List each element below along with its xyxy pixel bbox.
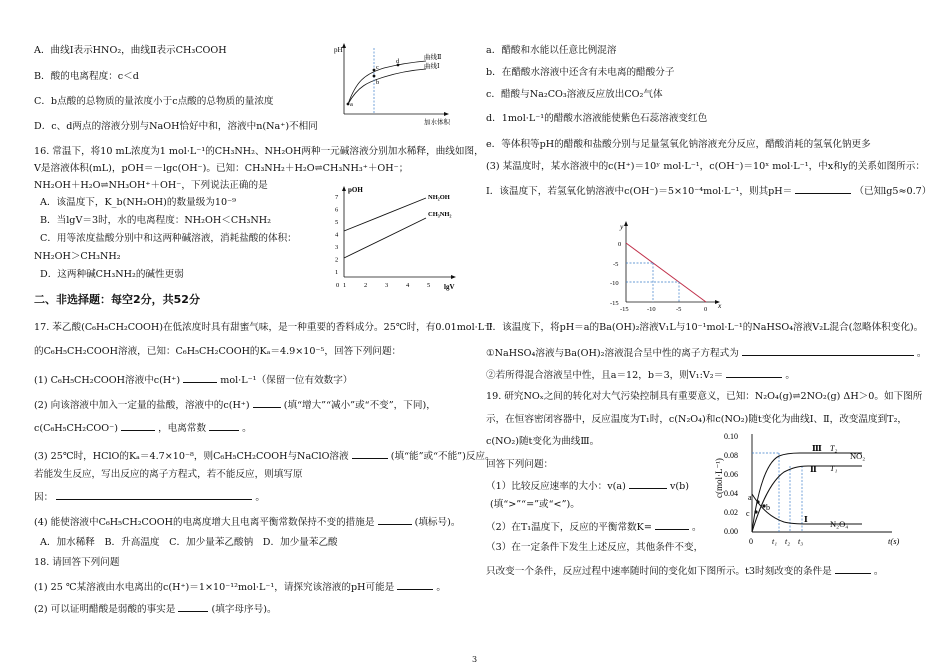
q16-option-b: B．当lgV＝3时，水的电离程度：NH₂OH＜CH₃NH₂ <box>40 215 272 226</box>
ytick: 0.06 <box>724 470 738 479</box>
curve-i <box>348 69 426 104</box>
q17-part4-options: A．加水稀释 B．升高温度 C．加少量苯乙酸钠 D．加少量苯乙酸 <box>40 537 338 548</box>
q17-part2-blank1[interactable] <box>253 398 281 408</box>
series-ch3nh2 <box>344 218 426 258</box>
ytick: 2 <box>335 256 339 264</box>
q17-part2-blank2[interactable] <box>121 421 155 431</box>
xy-relation-figure <box>610 218 728 314</box>
q15-option-b: B．酸的电离程度：c＜d <box>34 71 139 82</box>
q17-part1-text: (1) C₆H₅CH₂COOH溶液中c(H⁺) <box>34 375 181 386</box>
x-arrow <box>451 275 456 279</box>
q19-part3-text: 只改变一个条件，反应过程中速率随时间的变化如下图所示。t3时刻改变的条件是 <box>486 566 832 577</box>
curve-iii-label: Ⅲ <box>812 444 822 453</box>
label-b: b <box>376 79 380 86</box>
y-arrow <box>342 43 346 48</box>
q18-option-d: d．1mol·L⁻¹的醋酸水溶液能使紫色石蕊溶液变红色 <box>486 113 708 124</box>
y-arrow <box>624 221 628 226</box>
series-ch3nh2-label: CH₃NH₂ <box>428 211 452 218</box>
q19-part1-vb: v(b) <box>669 481 690 492</box>
label-d: d <box>396 58 400 65</box>
poh-lgv-figure <box>326 183 462 293</box>
q18-title: 18. 请回答下列问题 <box>34 557 120 568</box>
point-c <box>373 69 376 72</box>
q17-part2-blank3[interactable] <box>209 421 239 431</box>
curve-i-label: 曲线Ⅰ <box>424 63 440 70</box>
page-number: 3 <box>472 655 478 664</box>
xtick: t₁ <box>772 537 778 546</box>
label-c: c <box>746 509 750 518</box>
xtick: -10 <box>647 306 656 313</box>
q19-part3-cont <box>486 564 883 578</box>
label-c: c <box>376 64 379 71</box>
q18-part2-blank[interactable] <box>178 602 208 612</box>
ytick: 3 <box>335 244 339 251</box>
xtick: t₂ <box>785 537 791 546</box>
xtick: -15 <box>620 306 629 313</box>
xtick: t₃ <box>798 537 804 546</box>
q18-part3-ii-1 <box>486 346 927 360</box>
y-label: y <box>620 222 624 231</box>
origin-label: 0 <box>336 282 340 289</box>
x-arrow <box>444 112 449 116</box>
q17-part3-blank2[interactable] <box>56 490 252 500</box>
q17-part3-reason-label: 因： <box>34 492 54 503</box>
xtick: 0 <box>749 537 753 546</box>
q18-option-b: b．在醋酸水溶液中还含有未电离的醋酸分子 <box>486 67 675 78</box>
temp-t1: T₁ <box>830 464 838 473</box>
q19-part1-blank[interactable] <box>629 479 667 489</box>
q19-part3-end: 。 <box>873 566 884 577</box>
q17-part3-hint: (填“能”或“不能”)反应。 <box>390 451 495 462</box>
q19-part2-end: 。 <box>692 522 702 533</box>
q18-part1-blank[interactable] <box>397 580 433 590</box>
curve-ii-label: 曲线Ⅱ <box>424 54 442 61</box>
xtick: 2 <box>364 282 368 289</box>
q17-part3 <box>34 449 495 463</box>
q18-part3-ii-2-text: ②若所得混合溶液呈中性，且a＝12，b＝3，则V₁:V₂＝ <box>486 370 724 381</box>
q17-line1: 17. 苯乙酸(C₆H₅CH₂COOH)在低浓度时具有甜蜜气味，是一种重要的香料成分。25℃时，有0.01mol·L⁻¹ <box>34 322 493 333</box>
q17-part2-hint: (填“增大”“减小”或“不变”，下同)， <box>283 400 436 411</box>
q15-option-d: D．c、d两点的溶液分别与NaOH恰好中和，溶液中n(Na⁺)不相同 <box>34 121 318 132</box>
point-b <box>373 75 376 78</box>
q19-line1: 19. 研究NOₓ之间的转化对大气污染控制具有重要意义，已知：N₂O₄(g)⇌2NO₂(g) ΔH＞0。如下图所 <box>486 391 923 402</box>
y-label: pOH <box>348 186 363 194</box>
x-ticks <box>749 537 803 546</box>
q19-part3-blank[interactable] <box>835 564 871 574</box>
q15-option-a: A．曲线Ⅰ表示HNO₂，曲线Ⅱ表示CH₃COOH <box>34 45 227 56</box>
q19-line2: 示，在恒容密闭容器中，反应温度为T₁时，c(N₂O₄)和c(NO₂)随t变化为曲线Ⅰ、Ⅱ，改变温度到T₂， <box>486 414 908 425</box>
point-a <box>347 103 350 106</box>
q18-part1-end: 。 <box>436 582 446 593</box>
ph-dilution-figure <box>328 40 454 126</box>
y-ticks <box>610 241 621 307</box>
temp-t2: T₂ <box>830 444 838 453</box>
q17-part2-end: 。 <box>242 423 252 434</box>
q18-part3-i-text: Ⅰ．该温度下，若氢氧化钠溶液中c(OH⁻)＝5×10⁻⁴mol·L⁻¹，则其pH＝ <box>486 186 793 197</box>
q18-part1-text: (1) 25 ℃某溶液由水电离出的c(H⁺)＝1×10⁻¹²mol·L⁻¹，请探究该溶液的pH可能是 <box>34 582 395 593</box>
q17-line2: 的C₆H₅CH₂COOH溶液，已知：C₆H₅CH₂COOH的Kₐ＝4.9×10⁻⁵，回答下列问题： <box>34 346 402 357</box>
ytick: -15 <box>610 300 619 307</box>
q17-part4-text: (4) 能使溶液中C₆H₅CH₂COOH的电离度增大且电离平衡常数保持不变的措施是 <box>34 517 375 528</box>
q16-option-c: C．用等浓度盐酸分别中和这两种碱溶液，消耗盐酸的体积： <box>40 233 297 244</box>
ytick: 7 <box>335 194 339 201</box>
label-a: a <box>350 101 353 108</box>
xtick: 3 <box>385 282 389 289</box>
q18-option-a: a．醋酸和水能以任意比例混溶 <box>486 45 617 56</box>
x-ticks <box>620 306 707 313</box>
q18-part3-ii-1-blank[interactable] <box>742 346 914 356</box>
q19-answer-heading: 回答下列问题： <box>486 459 554 470</box>
curve-i-label: Ⅰ <box>804 515 808 524</box>
series-nh2oh-label: NH₂OH <box>428 194 450 201</box>
q17-part2-cont <box>34 421 252 435</box>
q19-part2 <box>486 520 702 534</box>
q17-part3-text: (3) 25℃时，HClO的Kₐ＝4.7×10⁻⁸，则C₆H₅CH₂COOH与NaClO溶液 <box>34 451 349 462</box>
x-label: t(s) <box>888 536 900 546</box>
q17-part3-reason <box>34 490 265 504</box>
relation-line <box>626 243 706 302</box>
q19-part1-text: （1）比较反应速率的大小：v(a) <box>486 481 626 492</box>
q16-line2: V是溶液体积(mL)，pOH＝－lgc(OH⁻)。已知：CH₃NH₂＋H₂O⇌CH₃NH₃⁺＋OH⁻； <box>34 163 409 174</box>
q18-part2-hint: (填字母序号)。 <box>211 604 277 615</box>
xtick: 5 <box>427 282 431 289</box>
x-ticks <box>336 282 430 289</box>
q17-part4 <box>34 515 460 529</box>
curve-ii-label: Ⅱ <box>810 465 817 474</box>
q18-part3-i-hint: （已知lg5≈0.7） <box>854 186 932 197</box>
ytick: 0 <box>618 241 622 248</box>
x-label: lgV <box>444 283 455 291</box>
q19-part2-text: （2）在T₁温度下，反应的平衡常数K= <box>486 522 652 533</box>
q19-part3: （3）在一定条件下发生上述反应，其他条件不变， <box>486 542 704 553</box>
q17-part2 <box>34 398 436 412</box>
q16-line3: NH₂OH＋H₂O⇌NH₃OH⁺＋OH⁻，下列说法正确的是 <box>34 180 268 191</box>
ytick: 5 <box>335 219 339 226</box>
section-heading: 二、非选择题：每空2分，共52分 <box>34 293 200 306</box>
q15-option-c: C．b点酸的总物质的量浓度小于c点酸的总物质的量浓度 <box>34 96 274 107</box>
q18-part3-ii: Ⅱ．该温度下，将pH＝a的Ba(OH)₂溶液V₁L与10⁻¹mol·L⁻¹的NaHSO₄溶液V₂L混合(忽略体积变化)。 <box>486 322 924 333</box>
ytick: 6 <box>335 206 339 214</box>
y-label: c(mol·L⁻¹) <box>714 458 724 498</box>
xtick: 1 <box>343 282 347 289</box>
q17-part3-blank1[interactable] <box>352 449 388 459</box>
q18-part2 <box>34 602 277 616</box>
q19-part2-blank[interactable] <box>655 520 689 530</box>
xtick: -5 <box>676 306 682 313</box>
ytick: 0.02 <box>724 508 738 517</box>
q18-part3-i-blank[interactable] <box>795 184 851 194</box>
point-a <box>756 500 759 503</box>
q18-part3-ii-2-blank[interactable] <box>726 368 782 378</box>
q18-part3-ii-2 <box>486 368 795 382</box>
q18-part3-ii-2-end: 。 <box>785 370 795 381</box>
label-a: a <box>748 493 752 502</box>
q17-part2-conc: c(C₆H₅CH₂COO⁻) <box>34 423 118 434</box>
ytick: 0.00 <box>724 527 738 536</box>
species-n2o4: N₂O₄ <box>830 519 849 529</box>
series-nh2oh <box>344 198 426 231</box>
q19-part1-hint: (填“>”“=”或“<”)。 <box>490 499 580 510</box>
q19-part1 <box>486 479 689 493</box>
q18-part2-text: (2) 可以证明醋酸是弱酸的事实是 <box>34 604 176 615</box>
q16-option-c-cont: NH₂OH＞CH₃NH₂ <box>34 251 121 262</box>
q17-part1 <box>34 373 352 387</box>
q18-part3-intro: (3) 某温度时，某水溶液中的c(H⁺)＝10ʸ mol·L⁻¹，c(OH⁻)＝10ˣ mol·L⁻¹，中x和y的关系如图所示： <box>486 161 925 172</box>
xtick: 0 <box>704 306 708 313</box>
xtick: 4 <box>406 282 410 289</box>
q16-option-a: A．该温度下，K_b(NH₂OH)的数量级为10⁻⁹ <box>40 197 237 208</box>
ytick: -5 <box>613 261 619 268</box>
q17-part1-unit: mol·L⁻¹（保留一位有效数字） <box>220 375 353 386</box>
concentration-time-figure <box>712 426 912 550</box>
ytick: 0.08 <box>724 451 738 460</box>
y-ticks <box>335 194 339 276</box>
q18-part3-ii-1-text: ①NaHSO₄溶液与Ba(OH)₂溶液混合呈中性的离子方程式为 <box>486 348 739 359</box>
label-b: b <box>766 503 770 512</box>
q17-part3-cont: 若能发生反应，写出反应的离子方程式，若不能反应，则填写原 <box>34 469 303 480</box>
q16-option-d: D．这两种碱CH₃NH₂的碱性更弱 <box>40 269 184 280</box>
q17-part4-hint: (填标号)。 <box>414 517 461 528</box>
q17-part4-blank[interactable] <box>378 515 412 525</box>
ytick: 0.04 <box>724 489 738 498</box>
q18-option-c: c．醋酸与Na₂CO₃溶液反应放出CO₂气体 <box>486 89 663 100</box>
ytick: 4 <box>335 231 339 239</box>
q17-part1-blank[interactable] <box>183 373 217 383</box>
q17-part3-end: 。 <box>255 492 265 503</box>
q18-part3-i <box>486 184 931 198</box>
x-label: 加水体积 <box>424 119 450 126</box>
q19-line3: c(NO₂)随t变化为曲线Ⅲ。 <box>486 436 600 447</box>
species-no2: NO₂ <box>850 451 866 461</box>
y-ticks <box>724 432 738 536</box>
ytick: 1 <box>335 269 339 276</box>
y-label: pH <box>334 46 343 54</box>
ytick: 0.10 <box>724 432 738 441</box>
q18-part1 <box>34 580 446 594</box>
q18-option-e: e．等体积等pH的醋酸和盐酸分别与足量氢氧化钠溶液充分反应，醋酸消耗的氢氧化钠更多 <box>486 139 871 150</box>
q17-part2-text: (2) 向该溶液中加入一定量的盐酸，溶液中的c(H⁺) <box>34 400 250 411</box>
y-arrow <box>342 186 346 191</box>
curve-ii <box>348 61 426 104</box>
x-label: x <box>718 301 722 310</box>
q18-part3-ii-1-end: 。 <box>916 348 927 359</box>
point-c <box>754 510 757 513</box>
ytick: -10 <box>610 280 619 287</box>
q16-line1: 16. 常温下，将10 mL浓度为1 mol·L⁻¹的CH₃NH₂、NH₂OH两种一元碱溶液分别加水稀释，曲线如图， <box>34 146 484 157</box>
q17-part2-const: ，电离常数 <box>158 423 207 434</box>
